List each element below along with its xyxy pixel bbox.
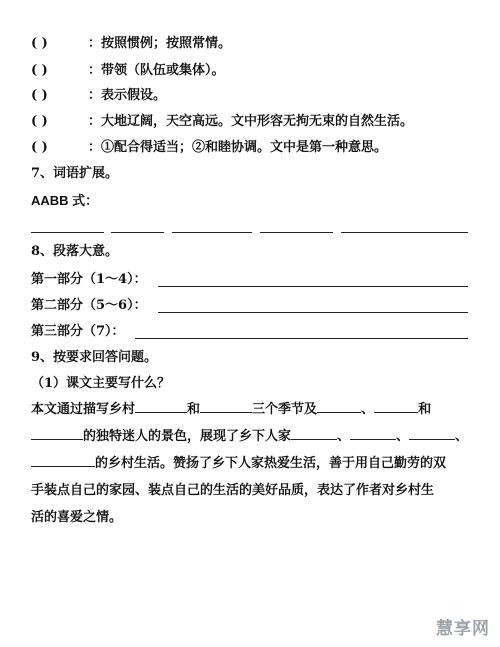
- para-line: 本文通过描写乡村 和 三个季节及 、 和: [31, 402, 432, 417]
- part-answer-line[interactable]: [158, 312, 468, 313]
- answer-paren: ( ): [31, 140, 48, 155]
- blank[interactable]: [317, 400, 361, 413]
- aabb-blank-1[interactable]: [31, 232, 104, 233]
- definition-text: ：①配合得适当；②和睦协调。文中是第一种意思。: [88, 140, 388, 155]
- aabb-blank-4[interactable]: [260, 232, 333, 233]
- q9-sub-question: （1）课文主要写什么？: [31, 376, 171, 391]
- part-label: 第二部分（5～6）：: [31, 298, 147, 313]
- part-answer-line[interactable]: [158, 286, 468, 287]
- vocab-item: [31, 63, 225, 79]
- blank[interactable]: [135, 400, 187, 413]
- vocab-item: [31, 36, 231, 52]
- watermark: 慧享网: [436, 619, 490, 639]
- answer-paren: ( ): [31, 63, 48, 78]
- aabb-blank-2[interactable]: [111, 232, 164, 233]
- para-line: 的独特迷人的景色，展现了乡下人家 、 、 、: [31, 423, 475, 450]
- blank[interactable]: [200, 400, 252, 413]
- definition-text: ：表示假设。: [88, 88, 167, 103]
- part-label: 第一部分（1～4）：: [31, 272, 147, 287]
- aabb-blank-3[interactable]: [172, 232, 252, 233]
- definition-text: ：带领（队伍或集体）。: [88, 63, 225, 78]
- q9-title: 9、按要求回答问题。: [31, 350, 158, 365]
- vocab-item: [31, 88, 166, 104]
- definition-text: ：按照惯例；按照常情。: [88, 36, 232, 51]
- blank[interactable]: [291, 427, 337, 440]
- part-label: 第三部分（7）：: [31, 324, 125, 339]
- blank[interactable]: [374, 400, 418, 413]
- blank[interactable]: [31, 454, 95, 467]
- blank[interactable]: [409, 427, 455, 440]
- blank[interactable]: [350, 427, 396, 440]
- para-line: 活的喜爱之情。: [31, 510, 123, 525]
- answer-paren: ( ): [31, 88, 48, 103]
- vocab-item: [31, 114, 413, 130]
- q7-title: 7、词语扩展。: [31, 166, 119, 181]
- q8-title: 8、段落大意。: [31, 244, 119, 259]
- para-line: 手装点自己的家园、装点自己的生活的美好品质，表达了作者对乡村生: [31, 483, 435, 498]
- blank[interactable]: [31, 427, 83, 440]
- aabb-blank-5[interactable]: [341, 232, 468, 233]
- definition-text: ：大地辽阔，天空高远。文中形容无拘无束的自然生活。: [88, 114, 414, 129]
- part-answer-line[interactable]: [135, 338, 468, 339]
- q7-label: AABB 式：: [31, 193, 99, 208]
- answer-paragraph: [31, 396, 475, 531]
- answer-paren: ( ): [31, 36, 48, 51]
- para-line: 的乡村生活。赞扬了乡下人家热爱生活，善于用自己勤劳的双: [31, 450, 475, 477]
- vocab-item: [31, 140, 387, 156]
- answer-paren: ( ): [31, 114, 48, 129]
